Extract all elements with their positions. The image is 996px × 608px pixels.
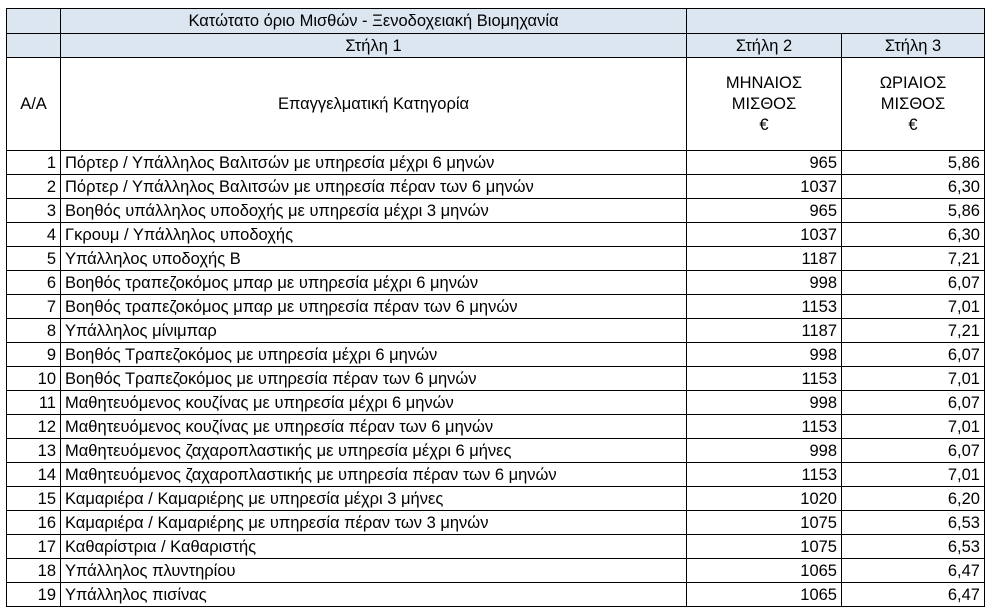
row-category: Βοηθός τραπεζοκόμος μπαρ με υπηρεσία μέχρι 6 μηνών <box>61 271 687 295</box>
category-header: Επαγγελματική Κατηγορία <box>61 58 687 151</box>
row-category: Υπάλληλος υποδοχής Β <box>61 247 687 271</box>
row-index: 12 <box>7 415 61 439</box>
title-row <box>7 9 985 34</box>
row-monthly-salary: 998 <box>687 391 842 415</box>
column-label-corner <box>7 34 61 58</box>
row-monthly-salary: 1153 <box>687 415 842 439</box>
row-hourly-salary: 5,86 <box>842 151 985 175</box>
row-monthly-salary: 965 <box>687 151 842 175</box>
monthly-header-line-3: € <box>759 115 769 134</box>
row-category: Πόρτερ / Υπάλληλος Βαλιτσών με υπηρεσία μέχρι 6 μηνών <box>61 151 687 175</box>
row-category: Μαθητευόμενος κουζίνας με υπηρεσία πέραν των 6 μηνών <box>61 415 687 439</box>
title-corner-cell <box>7 9 61 34</box>
row-hourly-salary: 6,07 <box>842 343 985 367</box>
row-index: 16 <box>7 511 61 535</box>
row-category: Βοηθός Τραπεζοκόμος με υπηρεσία μέχρι 6 μηνών <box>61 343 687 367</box>
row-monthly-salary: 1037 <box>687 223 842 247</box>
table-row <box>7 343 985 367</box>
row-hourly-salary: 7,01 <box>842 295 985 319</box>
row-category: Υπάλληλος πλυντηρίου <box>61 559 687 583</box>
table-row <box>7 223 985 247</box>
row-hourly-salary: 7,21 <box>842 247 985 271</box>
row-index: 7 <box>7 295 61 319</box>
row-hourly-salary: 6,47 <box>842 583 985 607</box>
row-hourly-salary: 6,20 <box>842 487 985 511</box>
table-row <box>7 463 985 487</box>
table-row <box>7 271 985 295</box>
row-monthly-salary: 1037 <box>687 175 842 199</box>
index-header: Α/Α <box>7 58 61 151</box>
column-3-label: Στήλη 3 <box>842 34 985 58</box>
row-index: 5 <box>7 247 61 271</box>
row-monthly-salary: 1153 <box>687 463 842 487</box>
hourly-header-line-3: € <box>908 115 918 134</box>
table-row <box>7 247 985 271</box>
row-hourly-salary: 7,01 <box>842 367 985 391</box>
row-hourly-salary: 6,07 <box>842 271 985 295</box>
row-hourly-salary: 6,53 <box>842 511 985 535</box>
column-1-label: Στήλη 1 <box>61 34 687 58</box>
table-row <box>7 295 985 319</box>
row-category: Μαθητευόμενος ζαχαροπλαστικής με υπηρεσία πέραν των 6 μηνών <box>61 463 687 487</box>
row-monthly-salary: 998 <box>687 343 842 367</box>
row-index: 15 <box>7 487 61 511</box>
row-index: 2 <box>7 175 61 199</box>
row-monthly-salary: 998 <box>687 271 842 295</box>
row-hourly-salary: 7,01 <box>842 415 985 439</box>
row-index: 8 <box>7 319 61 343</box>
row-hourly-salary: 6,53 <box>842 535 985 559</box>
table-row <box>7 415 985 439</box>
row-hourly-salary: 6,07 <box>842 439 985 463</box>
hourly-header-line-2: ΜΙΣΘΟΣ <box>880 94 946 113</box>
table-row <box>7 175 985 199</box>
column-label-row <box>7 34 985 58</box>
row-category: Βοηθός υπάλληλος υποδοχής με υπηρεσία μέχρι 3 μηνών <box>61 199 687 223</box>
row-monthly-salary: 1065 <box>687 583 842 607</box>
row-category: Πόρτερ / Υπάλληλος Βαλιτσών με υπηρεσία πέραν των 6 μηνών <box>61 175 687 199</box>
row-index: 18 <box>7 559 61 583</box>
table-row <box>7 535 985 559</box>
row-hourly-salary: 5,86 <box>842 199 985 223</box>
column-2-label: Στήλη 2 <box>687 34 842 58</box>
row-monthly-salary: 998 <box>687 439 842 463</box>
table-row <box>7 583 985 607</box>
row-index: 11 <box>7 391 61 415</box>
row-monthly-salary: 1075 <box>687 511 842 535</box>
table-row <box>7 319 985 343</box>
row-index: 4 <box>7 223 61 247</box>
row-monthly-salary: 1187 <box>687 247 842 271</box>
monthly-salary-header <box>687 58 842 151</box>
row-hourly-salary: 6,30 <box>842 223 985 247</box>
row-monthly-salary: 1065 <box>687 559 842 583</box>
row-monthly-salary: 1020 <box>687 487 842 511</box>
row-category: Καμαριέρα / Καμαριέρης με υπηρεσία πέραν των 3 μηνών <box>61 511 687 535</box>
row-index: 19 <box>7 583 61 607</box>
row-category: Γκρουμ / Υπάλληλος υποδοχής <box>61 223 687 247</box>
row-hourly-salary: 6,47 <box>842 559 985 583</box>
table-row <box>7 367 985 391</box>
wage-table-body <box>7 9 985 607</box>
table-row <box>7 391 985 415</box>
row-category: Καθαρίστρια / Καθαριστής <box>61 535 687 559</box>
wage-table <box>6 8 985 607</box>
row-hourly-salary: 7,21 <box>842 319 985 343</box>
row-monthly-salary: 965 <box>687 199 842 223</box>
row-monthly-salary: 1153 <box>687 295 842 319</box>
row-category: Βοηθός τραπεζοκόμος μπαρ με υπηρεσία πέραν των 6 μηνών <box>61 295 687 319</box>
table-row <box>7 439 985 463</box>
table-title: Κατώτατο όριο Μισθών - Ξενοδοχειακή Βιομηχανία <box>61 9 687 34</box>
hourly-header-line-1: ΩΡΙΑΙΟΣ <box>879 73 947 92</box>
row-monthly-salary: 1187 <box>687 319 842 343</box>
row-category: Μαθητευόμενος ζαχαροπλαστικής με υπηρεσία μέχρι 6 μήνες <box>61 439 687 463</box>
row-index: 9 <box>7 343 61 367</box>
table-row <box>7 151 985 175</box>
row-index: 6 <box>7 271 61 295</box>
title-right-cell <box>687 9 985 34</box>
row-category: Μαθητευόμενος κουζίνας με υπηρεσία μέχρι 6 μηνών <box>61 391 687 415</box>
row-hourly-salary: 6,07 <box>842 391 985 415</box>
row-category: Καμαριέρα / Καμαριέρης με υπηρεσία μέχρι 3 μήνες <box>61 487 687 511</box>
row-index: 3 <box>7 199 61 223</box>
row-category: Υπάλληλος μίνιμπαρ <box>61 319 687 343</box>
hourly-salary-header <box>842 58 985 151</box>
row-monthly-salary: 1153 <box>687 367 842 391</box>
row-hourly-salary: 7,01 <box>842 463 985 487</box>
row-monthly-salary: 1075 <box>687 535 842 559</box>
table-row <box>7 559 985 583</box>
row-index: 1 <box>7 151 61 175</box>
row-index: 10 <box>7 367 61 391</box>
row-category: Υπάλληλος πισίνας <box>61 583 687 607</box>
row-index: 13 <box>7 439 61 463</box>
row-category: Βοηθός Τραπεζοκόμος με υπηρεσία πέραν των 6 μηνών <box>61 367 687 391</box>
monthly-header-line-1: ΜΗΝΑΙΟΣ <box>725 73 803 92</box>
header-row <box>7 58 985 151</box>
table-row <box>7 511 985 535</box>
table-row <box>7 487 985 511</box>
row-index: 17 <box>7 535 61 559</box>
row-hourly-salary: 6,30 <box>842 175 985 199</box>
row-index: 14 <box>7 463 61 487</box>
monthly-header-line-2: ΜΙΣΘΟΣ <box>731 94 797 113</box>
table-row <box>7 199 985 223</box>
